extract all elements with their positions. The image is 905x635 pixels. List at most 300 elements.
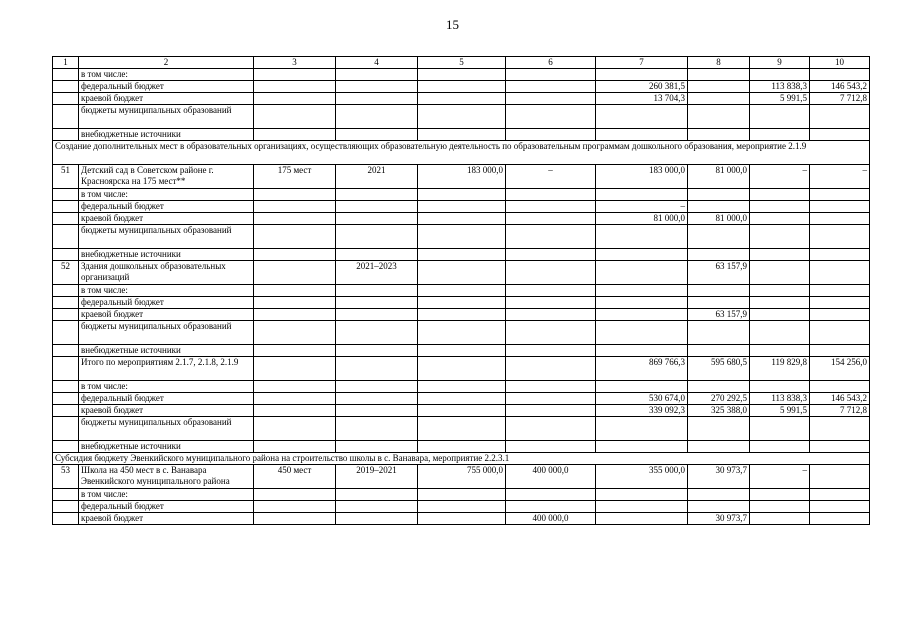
value-cell: 325 388,0 — [688, 405, 750, 417]
value-cell — [688, 129, 750, 141]
value-cell — [688, 489, 750, 501]
value-cell — [418, 357, 506, 381]
value-cell — [418, 501, 506, 513]
row-number-cell — [53, 309, 79, 321]
value-cell — [750, 501, 810, 513]
value-cell — [418, 189, 506, 201]
value-cell — [506, 381, 596, 393]
value-cell — [810, 261, 870, 285]
value-cell — [418, 201, 506, 213]
value-cell — [688, 189, 750, 201]
budget-table — [52, 56, 870, 525]
row-number-cell — [53, 381, 79, 393]
value-cell — [254, 441, 336, 453]
value-cell — [596, 189, 688, 201]
value-cell — [810, 417, 870, 441]
value-cell — [336, 513, 418, 525]
row-number-cell — [53, 441, 79, 453]
row-number-cell — [53, 417, 79, 441]
value-cell — [254, 405, 336, 417]
value-cell: 175 мест — [254, 165, 336, 189]
value-cell — [596, 345, 688, 357]
value-cell — [254, 357, 336, 381]
row-label-cell: федеральный бюджет — [79, 501, 254, 513]
value-cell — [596, 225, 688, 249]
row-label-cell: в том числе: — [79, 189, 254, 201]
row-label-cell: в том числе: — [79, 489, 254, 501]
value-cell: – — [750, 465, 810, 489]
row-label-cell: краевой бюджет — [79, 309, 254, 321]
value-cell — [596, 381, 688, 393]
table-row — [53, 393, 870, 405]
value-cell — [418, 381, 506, 393]
value-cell — [418, 405, 506, 417]
value-cell — [750, 285, 810, 297]
value-cell — [418, 129, 506, 141]
header-cell: 1 — [53, 57, 79, 69]
value-cell — [506, 201, 596, 213]
value-cell — [688, 201, 750, 213]
row-label-cell: в том числе: — [79, 285, 254, 297]
value-cell — [810, 381, 870, 393]
table-row — [53, 285, 870, 297]
value-cell — [506, 393, 596, 405]
value-cell — [418, 345, 506, 357]
value-cell — [418, 309, 506, 321]
value-cell: 339 092,3 — [596, 405, 688, 417]
value-cell — [418, 417, 506, 441]
row-label-cell: Детский сад в Советском районе г. Красноярска на 175 мест** — [79, 165, 254, 189]
value-cell: 183 000,0 — [596, 165, 688, 189]
value-cell — [506, 93, 596, 105]
table-row — [53, 321, 870, 345]
value-cell — [688, 381, 750, 393]
row-number-cell — [53, 69, 79, 81]
value-cell — [506, 69, 596, 81]
row-label-cell: внебюджетные источники — [79, 129, 254, 141]
value-cell — [750, 513, 810, 525]
value-cell — [254, 93, 336, 105]
value-cell — [750, 105, 810, 129]
row-number-cell: 51 — [53, 165, 79, 189]
value-cell — [810, 105, 870, 129]
value-cell — [254, 129, 336, 141]
table-row — [53, 69, 870, 81]
row-label-cell: внебюджетные источники — [79, 345, 254, 357]
value-cell — [506, 285, 596, 297]
value-cell — [810, 309, 870, 321]
table-row — [53, 501, 870, 513]
value-cell — [750, 225, 810, 249]
table-row — [53, 93, 870, 105]
value-cell — [750, 297, 810, 309]
value-cell — [810, 249, 870, 261]
value-cell — [336, 201, 418, 213]
section-heading: Создание дополнительных мест в образовательных организациях, осуществляющих образовательную деятельность по образовательным программам дошкольного образования, мероприятие 2.1.9 — [53, 141, 870, 165]
value-cell — [506, 189, 596, 201]
value-cell — [418, 321, 506, 345]
value-cell — [750, 261, 810, 285]
value-cell — [810, 129, 870, 141]
row-label-cell: в том числе: — [79, 381, 254, 393]
value-cell — [336, 105, 418, 129]
value-cell — [254, 489, 336, 501]
value-cell — [810, 489, 870, 501]
table-row — [53, 297, 870, 309]
value-cell: – — [596, 201, 688, 213]
value-cell — [506, 129, 596, 141]
table-row — [53, 405, 870, 417]
value-cell — [336, 321, 418, 345]
value-cell — [750, 417, 810, 441]
value-cell — [254, 81, 336, 93]
value-cell — [506, 105, 596, 129]
value-cell — [418, 513, 506, 525]
header-cell: 4 — [336, 57, 418, 69]
table-row — [53, 165, 870, 189]
value-cell — [750, 213, 810, 225]
value-cell — [750, 201, 810, 213]
value-cell — [336, 345, 418, 357]
value-cell — [254, 225, 336, 249]
value-cell — [336, 393, 418, 405]
value-cell — [688, 81, 750, 93]
value-cell — [688, 297, 750, 309]
header-cell: 2 — [79, 57, 254, 69]
value-cell — [596, 321, 688, 345]
table-row — [53, 249, 870, 261]
value-cell — [688, 105, 750, 129]
header-cell: 10 — [810, 57, 870, 69]
value-cell: 81 000,0 — [688, 165, 750, 189]
value-cell — [596, 417, 688, 441]
section-heading-row — [53, 453, 870, 465]
value-cell — [254, 201, 336, 213]
header-row — [53, 57, 870, 69]
value-cell — [810, 321, 870, 345]
value-cell — [418, 297, 506, 309]
value-cell — [750, 381, 810, 393]
value-cell — [688, 501, 750, 513]
row-label-cell: Здания дошкольных образовательных организаций — [79, 261, 254, 285]
value-cell — [596, 129, 688, 141]
row-label-cell: федеральный бюджет — [79, 297, 254, 309]
value-cell: 13 704,3 — [596, 93, 688, 105]
row-number-cell — [53, 393, 79, 405]
row-label-cell: бюджеты муниципальных образований — [79, 105, 254, 129]
value-cell — [596, 249, 688, 261]
value-cell — [810, 285, 870, 297]
value-cell — [750, 441, 810, 453]
value-cell — [506, 357, 596, 381]
value-cell: 450 мест — [254, 465, 336, 489]
value-cell — [254, 285, 336, 297]
value-cell — [810, 465, 870, 489]
row-label-cell: бюджеты муниципальных образований — [79, 225, 254, 249]
value-cell — [254, 309, 336, 321]
value-cell — [254, 381, 336, 393]
row-label-cell: внебюджетные источники — [79, 441, 254, 453]
value-cell — [506, 345, 596, 357]
row-number-cell — [53, 297, 79, 309]
value-cell: 400 000,0 — [506, 513, 596, 525]
header-cell: 6 — [506, 57, 596, 69]
value-cell — [506, 213, 596, 225]
value-cell — [596, 69, 688, 81]
value-cell — [688, 225, 750, 249]
value-cell: 30 973,7 — [688, 513, 750, 525]
row-number-cell — [53, 405, 79, 417]
row-number-cell — [53, 321, 79, 345]
value-cell — [254, 249, 336, 261]
value-cell — [506, 417, 596, 441]
value-cell — [336, 381, 418, 393]
value-cell: 113 838,3 — [750, 393, 810, 405]
value-cell — [254, 345, 336, 357]
table-row — [53, 261, 870, 285]
table-row — [53, 441, 870, 453]
value-cell — [254, 417, 336, 441]
row-number-cell — [53, 357, 79, 381]
value-cell — [336, 489, 418, 501]
value-cell — [506, 405, 596, 417]
value-cell: 30 973,7 — [688, 465, 750, 489]
value-cell — [506, 309, 596, 321]
value-cell — [506, 225, 596, 249]
value-cell — [254, 189, 336, 201]
table-row — [53, 309, 870, 321]
value-cell — [506, 489, 596, 501]
value-cell: 63 157,9 — [688, 309, 750, 321]
value-cell — [254, 261, 336, 285]
table-row — [53, 213, 870, 225]
value-cell — [336, 297, 418, 309]
row-number-cell — [53, 201, 79, 213]
value-cell — [254, 213, 336, 225]
value-cell: 5 991,5 — [750, 93, 810, 105]
value-cell — [810, 213, 870, 225]
row-label-cell: Школа на 450 мест в с. Ванавара Эвенкийского муниципального района — [79, 465, 254, 489]
value-cell — [336, 129, 418, 141]
table-row — [53, 417, 870, 441]
value-cell — [506, 249, 596, 261]
value-cell — [688, 441, 750, 453]
row-number-cell — [53, 129, 79, 141]
value-cell — [810, 441, 870, 453]
row-label-cell: краевой бюджет — [79, 513, 254, 525]
value-cell — [810, 297, 870, 309]
value-cell: 81 000,0 — [688, 213, 750, 225]
value-cell: 7 712,8 — [810, 405, 870, 417]
value-cell — [254, 69, 336, 81]
value-cell — [418, 285, 506, 297]
value-cell — [688, 93, 750, 105]
row-number-cell — [53, 513, 79, 525]
value-cell — [810, 225, 870, 249]
value-cell: 5 991,5 — [750, 405, 810, 417]
value-cell: 2021–2023 — [336, 261, 418, 285]
value-cell — [418, 225, 506, 249]
row-number-cell — [53, 501, 79, 513]
table-row — [53, 201, 870, 213]
table-row — [53, 357, 870, 381]
value-cell — [506, 441, 596, 453]
value-cell — [810, 501, 870, 513]
value-cell: 2019–2021 — [336, 465, 418, 489]
value-cell — [506, 501, 596, 513]
value-cell — [418, 441, 506, 453]
value-cell — [336, 81, 418, 93]
row-label-cell: федеральный бюджет — [79, 81, 254, 93]
value-cell — [418, 249, 506, 261]
value-cell: 7 712,8 — [810, 93, 870, 105]
value-cell — [254, 393, 336, 405]
value-cell: 260 381,5 — [596, 81, 688, 93]
table-row — [53, 225, 870, 249]
value-cell: – — [506, 165, 596, 189]
value-cell — [336, 285, 418, 297]
value-cell — [336, 213, 418, 225]
value-cell — [336, 441, 418, 453]
value-cell — [336, 405, 418, 417]
value-cell: 119 829,8 — [750, 357, 810, 381]
row-number-cell — [53, 285, 79, 297]
value-cell — [596, 441, 688, 453]
value-cell — [688, 417, 750, 441]
value-cell — [750, 69, 810, 81]
value-cell: 869 766,3 — [596, 357, 688, 381]
value-cell — [596, 261, 688, 285]
table-row — [53, 489, 870, 501]
row-label-cell: краевой бюджет — [79, 405, 254, 417]
header-cell: 5 — [418, 57, 506, 69]
value-cell — [750, 129, 810, 141]
value-cell: 183 000,0 — [418, 165, 506, 189]
value-cell — [418, 393, 506, 405]
value-cell — [418, 105, 506, 129]
value-cell — [506, 297, 596, 309]
value-cell — [596, 285, 688, 297]
value-cell — [336, 225, 418, 249]
value-cell — [336, 69, 418, 81]
header-cell: 3 — [254, 57, 336, 69]
value-cell — [596, 501, 688, 513]
row-number-cell: 52 — [53, 261, 79, 285]
value-cell: 595 680,5 — [688, 357, 750, 381]
row-label-cell: федеральный бюджет — [79, 201, 254, 213]
value-cell — [688, 69, 750, 81]
section-heading: Субсидия бюджету Эвенкийского муниципального района на строительство школы в с. Ванавара, мероприятие 2.2.3.1 — [53, 453, 870, 465]
row-number-cell — [53, 489, 79, 501]
value-cell — [336, 309, 418, 321]
value-cell — [750, 249, 810, 261]
value-cell — [688, 249, 750, 261]
value-cell — [254, 297, 336, 309]
value-cell — [750, 189, 810, 201]
value-cell: 355 000,0 — [596, 465, 688, 489]
value-cell — [810, 189, 870, 201]
row-label-cell: в том числе: — [79, 69, 254, 81]
value-cell: – — [750, 165, 810, 189]
row-number-cell — [53, 93, 79, 105]
table-row — [53, 465, 870, 489]
table-row — [53, 345, 870, 357]
value-cell — [750, 321, 810, 345]
value-cell — [596, 309, 688, 321]
value-cell — [810, 345, 870, 357]
value-cell — [596, 513, 688, 525]
value-cell — [254, 501, 336, 513]
value-cell: 63 157,9 — [688, 261, 750, 285]
value-cell — [750, 489, 810, 501]
value-cell: 146 543,2 — [810, 393, 870, 405]
value-cell — [688, 285, 750, 297]
value-cell — [336, 189, 418, 201]
value-cell — [750, 309, 810, 321]
table-row — [53, 381, 870, 393]
value-cell — [596, 105, 688, 129]
value-cell: 2021 — [336, 165, 418, 189]
row-label-cell: внебюджетные источники — [79, 249, 254, 261]
value-cell — [688, 345, 750, 357]
value-cell: 146 543,2 — [810, 81, 870, 93]
table-row — [53, 81, 870, 93]
table-row — [53, 105, 870, 129]
value-cell — [418, 261, 506, 285]
row-label-cell: бюджеты муниципальных образований — [79, 417, 254, 441]
row-number-cell — [53, 189, 79, 201]
value-cell: 81 000,0 — [596, 213, 688, 225]
value-cell — [336, 417, 418, 441]
row-number-cell — [53, 249, 79, 261]
value-cell: 530 674,0 — [596, 393, 688, 405]
value-cell — [506, 261, 596, 285]
header-cell: 7 — [596, 57, 688, 69]
row-number-cell — [53, 81, 79, 93]
value-cell — [810, 201, 870, 213]
value-cell — [418, 81, 506, 93]
value-cell — [418, 93, 506, 105]
value-cell — [506, 321, 596, 345]
table-row — [53, 189, 870, 201]
value-cell: 113 838,3 — [750, 81, 810, 93]
value-cell — [418, 213, 506, 225]
header-cell: 8 — [688, 57, 750, 69]
value-cell — [688, 321, 750, 345]
header-cell: 9 — [750, 57, 810, 69]
row-label-cell: краевой бюджет — [79, 93, 254, 105]
value-cell: 154 256,0 — [810, 357, 870, 381]
table-row — [53, 513, 870, 525]
row-number-cell: 53 — [53, 465, 79, 489]
value-cell: 270 292,5 — [688, 393, 750, 405]
row-label-cell: Итого по мероприятиям 2.1.7, 2.1.8, 2.1.9 — [79, 357, 254, 381]
value-cell — [336, 501, 418, 513]
row-number-cell — [53, 105, 79, 129]
value-cell — [254, 105, 336, 129]
value-cell — [336, 249, 418, 261]
value-cell — [418, 489, 506, 501]
value-cell — [750, 345, 810, 357]
value-cell: 400 000,0 — [506, 465, 596, 489]
value-cell: – — [810, 165, 870, 189]
value-cell — [810, 513, 870, 525]
value-cell — [336, 357, 418, 381]
value-cell — [254, 321, 336, 345]
row-label-cell: федеральный бюджет — [79, 393, 254, 405]
value-cell: 755 000,0 — [418, 465, 506, 489]
table-row — [53, 129, 870, 141]
